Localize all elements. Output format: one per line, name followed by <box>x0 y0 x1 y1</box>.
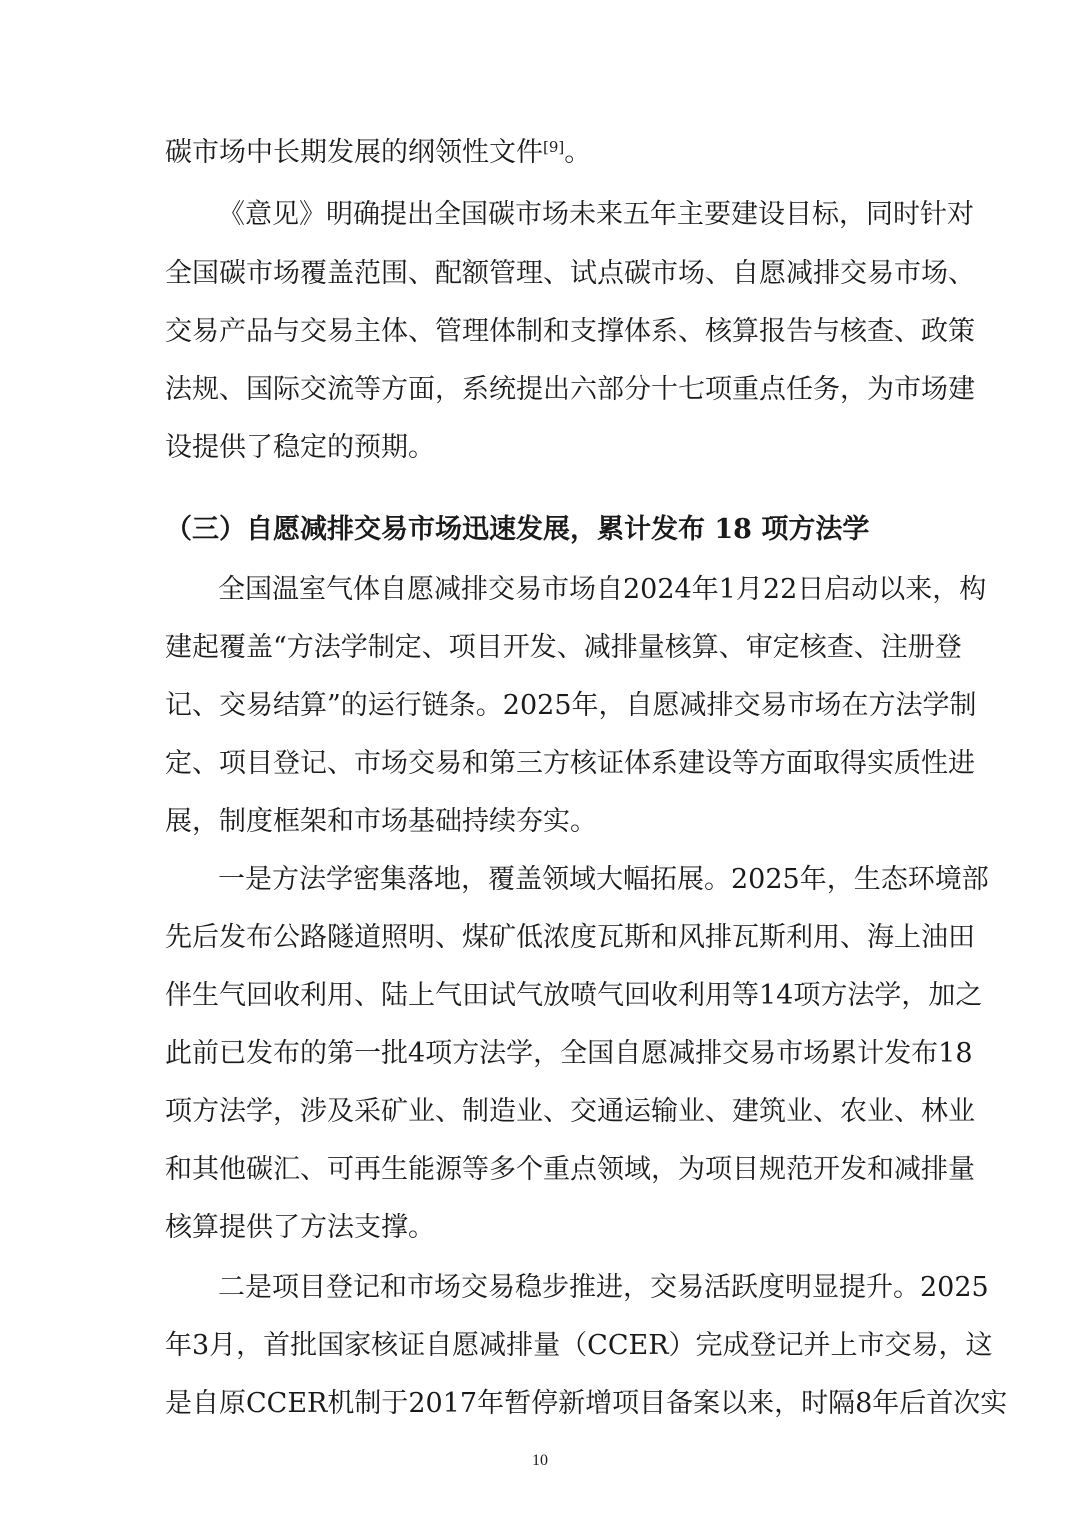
paragraph-line: 建起覆盖“方法学制定、项目开发、减排量核算、审定核查、注册登 <box>165 632 962 663</box>
section-heading: （三）自愿减排交易市场迅速发展，累计发布 18 项方法学 <box>165 514 870 545</box>
paragraph-line: 《意见》明确提出全国碳市场未来五年主要建设目标，同时针对 <box>218 199 974 230</box>
paragraph-line: 核算提供了方法支撑。 <box>165 1212 435 1243</box>
paragraph-line: 全国碳市场覆盖范围、配额管理、试点碳市场、自愿减排交易市场、 <box>165 258 975 289</box>
paragraph-line: 二是项目登记和市场交易稳步推进，交易活跃度明显提升。2025 <box>218 1272 989 1303</box>
paragraph-line: 伴生气回收利用、陆上气田试气放喷气回收利用等14项方法学，加之 <box>165 980 983 1011</box>
paragraph-line: 碳市场中长期发展的纲领性文件[9]。 <box>165 137 592 168</box>
page-number: 10 <box>532 1452 548 1469</box>
paragraph-line: 先后发布公路隧道照明、煤矿低浓度瓦斯和风排瓦斯利用、海上油田 <box>165 922 975 953</box>
paragraph-line: 法规、国际交流等方面，系统提出六部分十七项重点任务，为市场建 <box>165 374 975 405</box>
paragraph-line: 全国温室气体自愿减排交易市场自2024年1月22日启动以来，构 <box>218 574 987 605</box>
paragraph-line: 定、项目登记、市场交易和第三方核证体系建设等方面取得实质性进 <box>165 748 975 779</box>
paragraph-line: 一是方法学密集落地，覆盖领域大幅拓展。2025年，生态环境部 <box>218 864 989 895</box>
paragraph-line: 设提供了稳定的预期。 <box>165 432 435 463</box>
paragraph-line: 是自原CCER机制于2017年暂停新增项目备案以来，时隔8年后首次实 <box>165 1388 1008 1419</box>
paragraph-line: 项方法学，涉及采矿业、制造业、交通运输业、建筑业、农业、林业 <box>165 1096 975 1127</box>
paragraph-line: 记、交易结算”的运行链条。2025年，自愿减排交易市场在方法学制 <box>165 690 977 721</box>
paragraph-line: 此前已发布的第一批4项方法学，全国自愿减排交易市场累计发布18 <box>165 1038 973 1069</box>
paragraph-line: 年3月，首批国家核证自愿减排量（CCER）完成登记并上市交易，这 <box>165 1330 993 1361</box>
paragraph-line: 交易产品与交易主体、管理体制和支撑体系、核算报告与核查、政策 <box>165 316 975 347</box>
paragraph-line: 和其他碳汇、可再生能源等多个重点领域，为项目规范开发和减排量 <box>165 1154 975 1185</box>
citation-ref: [9] <box>543 138 565 156</box>
paragraph-line: 展，制度框架和市场基础持续夯实。 <box>165 806 597 837</box>
